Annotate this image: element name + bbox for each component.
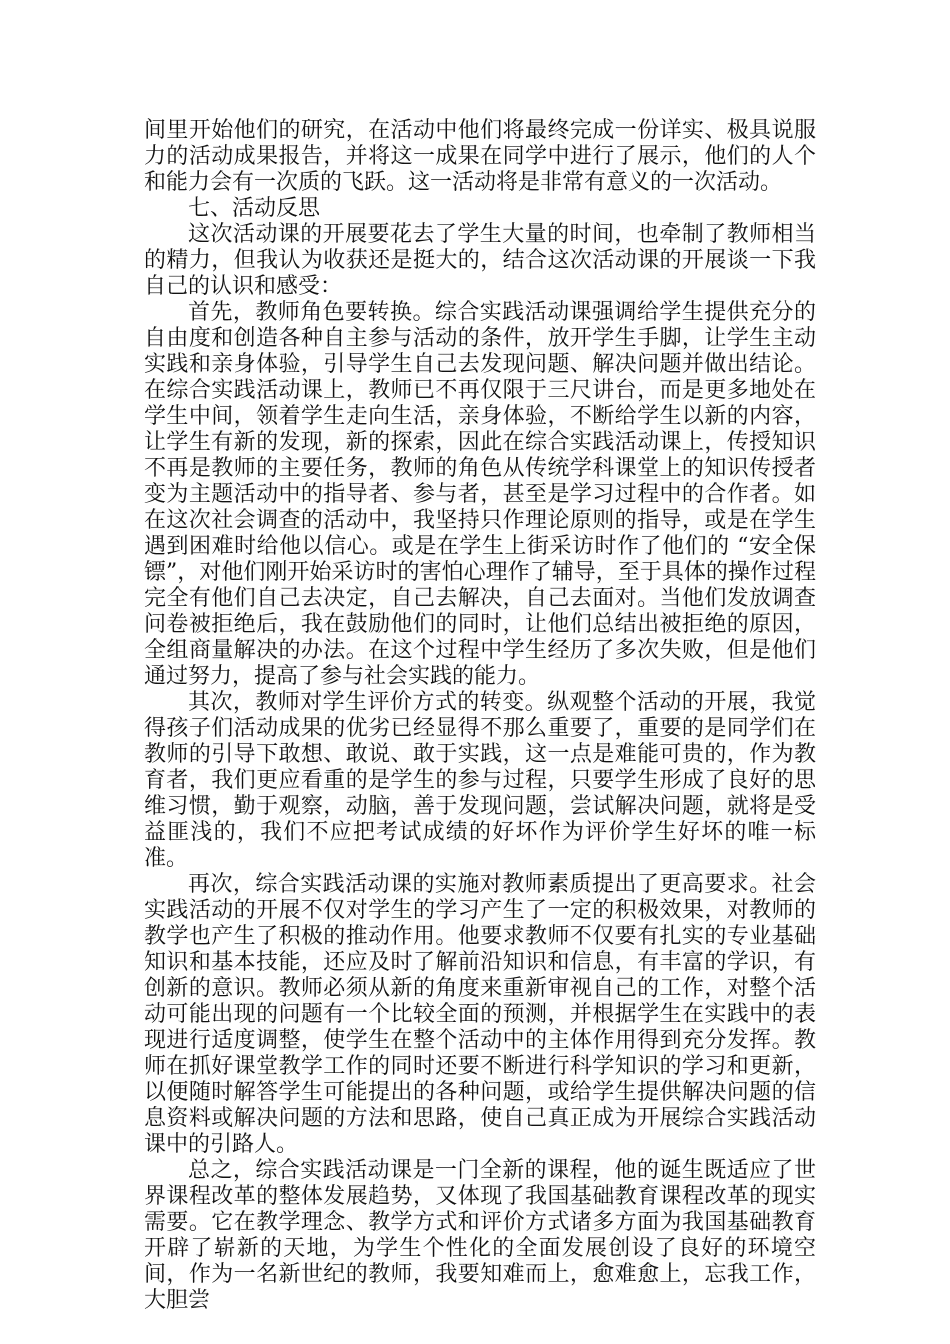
paragraph-intro: 这次活动课的开展要花去了学生大量的时间，也牵制了教师相当的精力，但我认为收获还是挺大的，结合这次活动课的开展谈一下我自己的认识和感受： [144,222,816,299]
paragraph-first: 首先，教师角色要转换。综合实践活动课强调给学生提供充分的自由度和创造各种自主参与活动的条件，放开学生手脚，让学生主动实践和亲身体验，引导学生自己去发现问题、解决问题并做出结论。在综合实践活动课上，教师已不再仅限于三尺讲台，而是更多地处在学生中间，领着学生走向生活，亲身体验，不断给学生以新的内容，让学生有新的发现，新的探索，因此在综合实践活动课上，传授知识不再是教师的主要任务，教师的角色从传统学科课堂上的知识传授者变为主题活动中的指导者、参与者，甚至是学习过程中的合作者。如在这次社会调查的活动中，我坚持只作理论原则的指导，或是在学生遇到困难时给他以信心。或是在学生上街采访时作了他们的 “安全保镖”，对他们刚开始采访时的害怕心理作了辅导，至于具体的操作过程完全有他们自己去决定，自己去解决，自己去面对。当他们发放调查问卷被拒绝后，我在鼓励他们的同时，让他们总结出被拒绝的原因，全组商量解决的办法。在这个过程中学生经历了多次失败，但是他们通过努力，提高了参与社会实践的能力。 [144,300,816,689]
document-body [144,118,816,1314]
paragraph-second: 其次，教师对学生评价方式的转变。纵观整个活动的开展，我觉得孩子们活动成果的优劣已经显得不那么重要了，重要的是同学们在教师的引导下敢想、敢说、敢于实践，这一点是难能可贵的，作为教育者，我们更应看重的是学生的参与过程，只要学生形成了良好的思维习惯，勤于观察，动脑，善于发现问题，尝试解决问题，就将是受益匪浅的，我们不应把考试成绩的好坏作为评价学生好坏的唯一标准。 [144,690,816,871]
section-heading-reflection: 七、活动反思 [188,196,321,221]
paragraph-continuation: 间里开始他们的研究，在活动中他们将最终完成一份详实、极具说服力的活动成果报告，并将这一成果在同学中进行了展示，他们的人个和能力会有一次质的飞跃。这一活动将是非常有意义的一次活动。 [144,118,816,195]
paragraph-third: 再次，综合实践活动课的实施对教师素质提出了更高要求。社会实践活动的开展不仅对学生的学习产生了一定的积极效果，对教师的教学也产生了积极的推动作用。他要求教师不仅要有扎实的专业基础知识和基本技能，还应及时了解前沿知识和信息，有丰富的学识，有创新的意识。教师必须从新的角度来重新审视自己的工作，对整个活动可能出现的问题有一个比较全面的预测，并根据学生在实践中的表现进行适度调整，使学生在整个活动中的主体作用得到充分发挥。教师在抓好课堂教学工作的同时还要不断进行科学知识的学习和更新，以便随时解答学生可能提出的各种问题，或给学生提供解决问题的信息资料或解决问题的方法和思路，使自己真正成为开展综合实践活动课中的引路人。 [144,872,816,1157]
paragraph-conclusion: 总之，综合实践活动课是一门全新的课程，他的诞生既适应了世界课程改革的整体发展趋势，又体现了我国基础教育课程改革的现实需要。它在教学理念、教学方式和评价方式诸多方面为我国基础教育开辟了崭新的天地，为学生个性化的全面发展创设了良好的环境空间，作为一名新世纪的教师，我要知难而上，愈难愈上，忘我工作，大胆尝 [144,1158,816,1313]
